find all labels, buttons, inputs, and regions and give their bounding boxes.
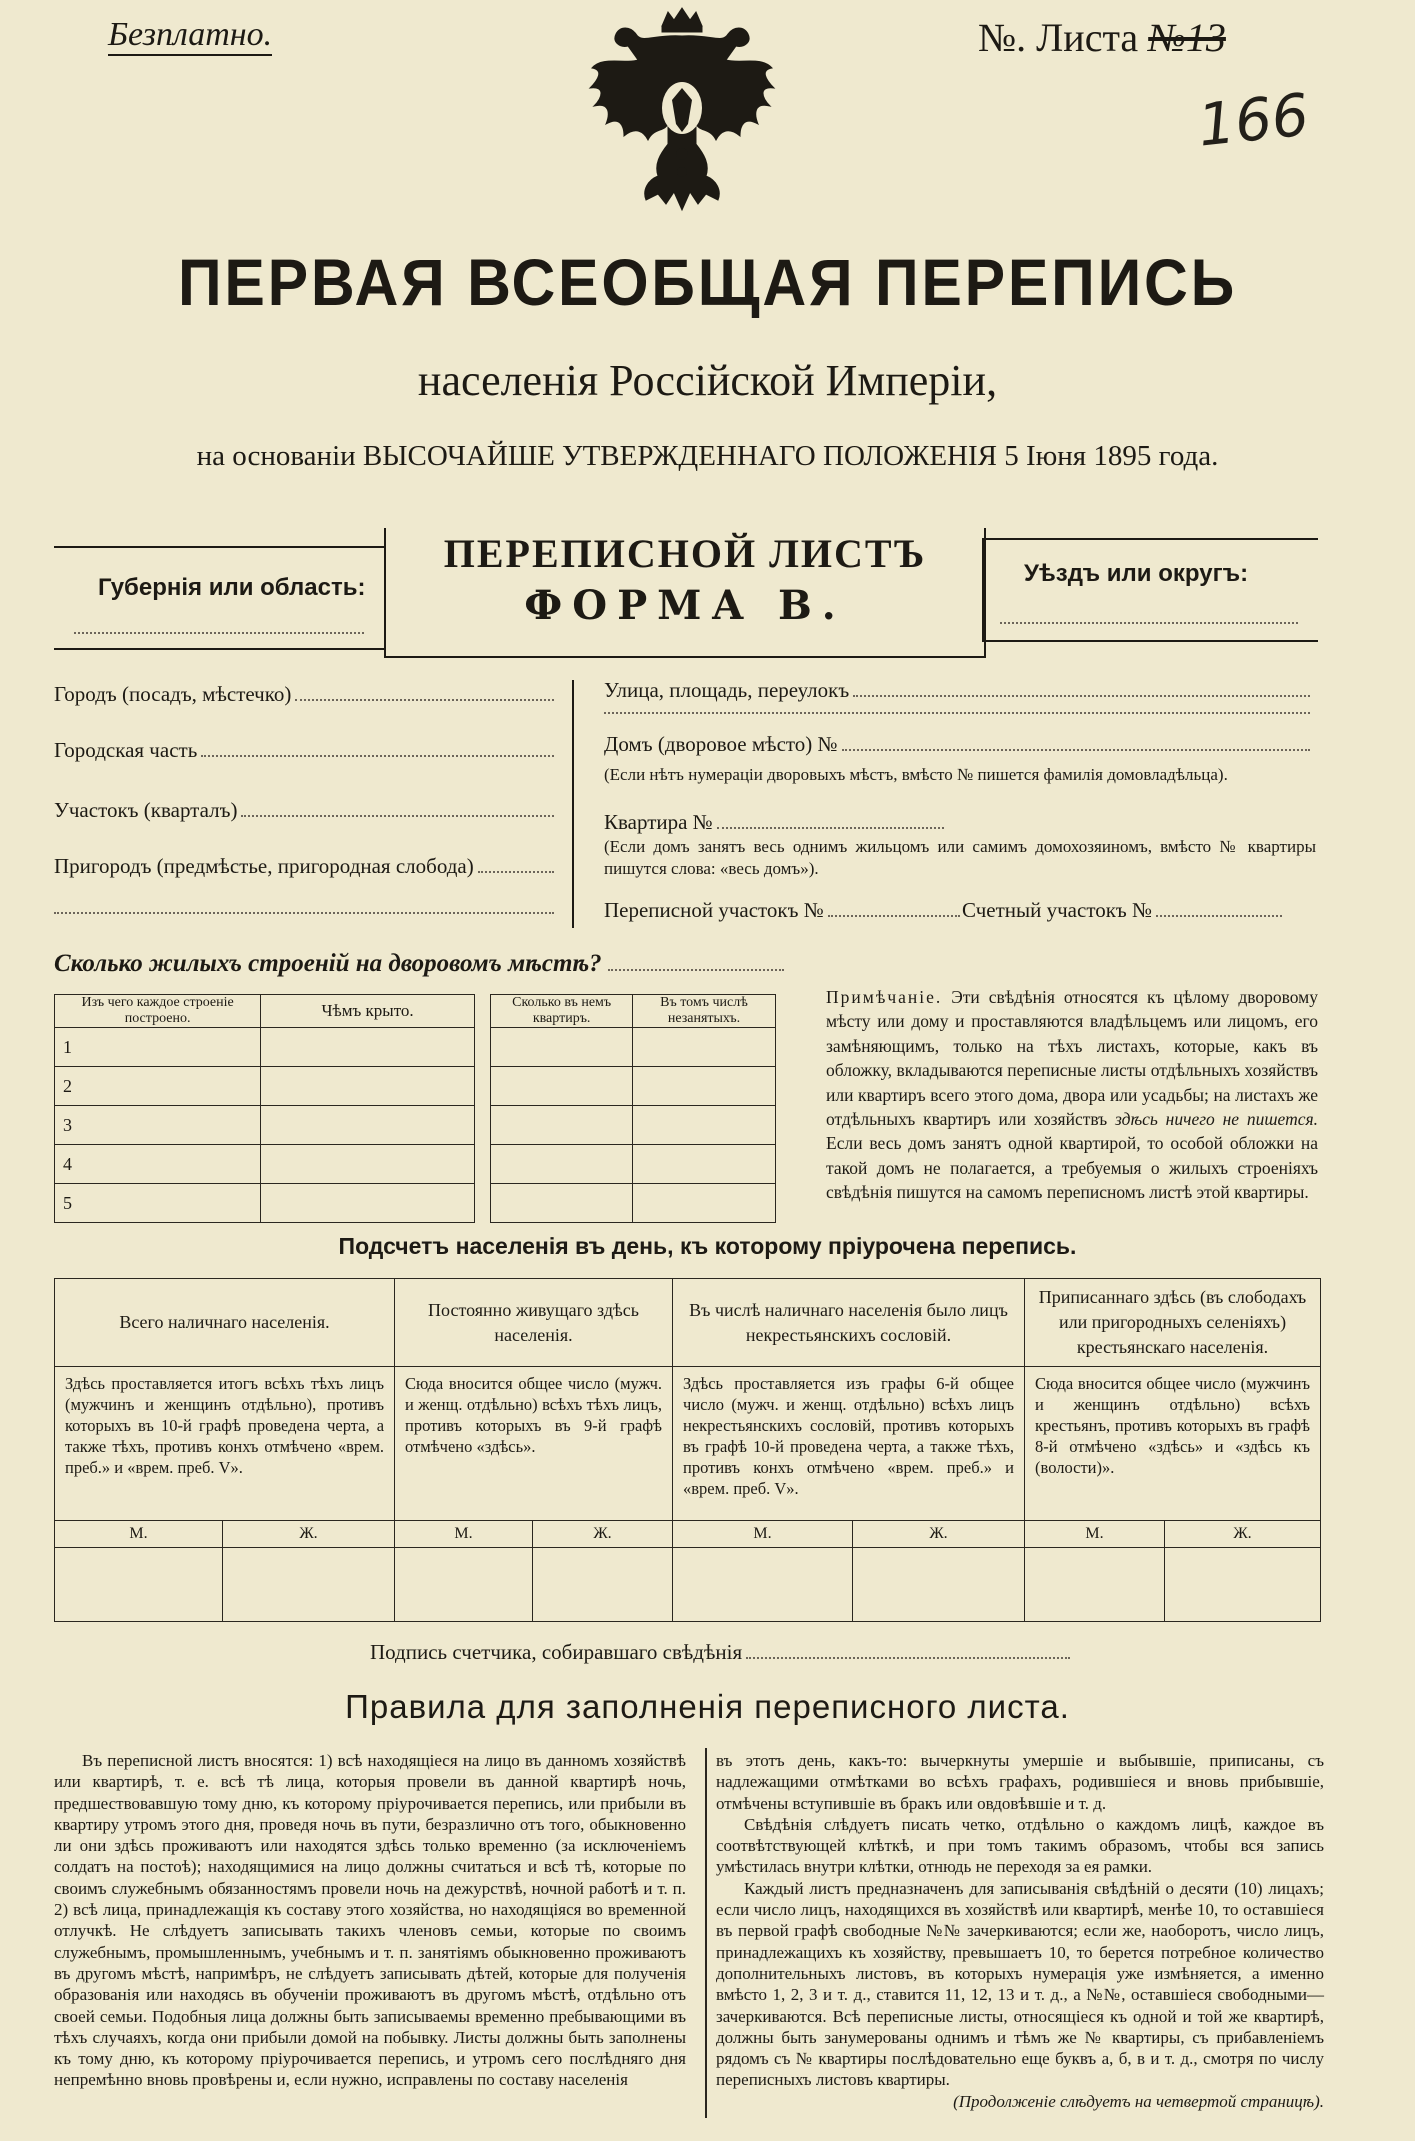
count-district-label: Счетный участокъ № bbox=[962, 898, 1153, 922]
pop-col-nonpeasant-header: Въ числѣ наличнаго населенія было лицъ некрестьянскихъ сословій. bbox=[673, 1279, 1025, 1367]
city-label: Городъ (посадъ, мѣстечко) bbox=[54, 682, 292, 706]
apartment-field[interactable] bbox=[604, 810, 944, 835]
pop-col-total-desc: Здѣсь проставляется итогъ всѣхъ тѣхъ лицъ (мужчинъ и женщинъ отдѣльно), противъ которыхъ въ 10-й графѣ проведена черта, а также тѣхъ, противъ конхъ отмѣчено «врем. преб.» и «врем. преб. V». bbox=[55, 1367, 395, 1520]
note-label: Примѣчаніе. bbox=[826, 987, 943, 1007]
female-label: Ж. bbox=[533, 1520, 673, 1547]
guberniya-input-line[interactable] bbox=[74, 632, 364, 634]
count-cell[interactable] bbox=[853, 1547, 1025, 1621]
female-label: Ж. bbox=[1165, 1520, 1321, 1547]
rules-right-text-2: Свѣдѣнія слѣдуетъ писать четко, отдѣльно о каждомъ лицѣ, каждое въ соотвѣтствующей клѣткѣ, и при томъ такимъ образомъ, чтобы вся запись умѣстилась внутри клѣтки, отнюдь не переходя за ея рамки. bbox=[716, 1814, 1324, 1877]
free-label: Безплатно. bbox=[108, 16, 272, 56]
guberniya-box bbox=[54, 546, 384, 650]
apartment-label: Квартира № bbox=[604, 810, 713, 834]
table-row[interactable]: 3 bbox=[55, 1106, 776, 1145]
rules-left-text: Въ переписной листъ вносятся: 1) всѣ находящіеся на лицо въ данномъ хозяйствѣ или квартирѣ, т. е. всѣ тѣ лица, которыя провели въ данной квартирѣ ночь, предшествовавшую тому дню, къ которому пріурочивается перепись, или прибыли въ квартиру утромъ этого дня, проведя ночь въ пути, безразлично отъ того, обыкновенно ли они здѣсь проживаютъ или находятся здѣсь только временно (за исключеніемъ солдатъ на постоѣ); находящимися на лицо должны считаться и всѣ тѣ, которые по своимъ служебнымъ обязанностямъ провели ночь на дежурствѣ, ночной работѣ и т. п. 2) всѣ лица, принадлежащія къ составу этого хозяйства, но находящіяся во временной отлучкѣ. Не слѣдуетъ записывать такихъ членовъ семьи, которые по своимъ служебнымъ, промышленнымъ, учебнымъ и т. п. занятіямъ обыкновенно проживаютъ въ другомъ мѣстѣ, напримѣръ, не слѣдуетъ записывать дѣтей, которые для полученія образованія или находясь въ обученіи проживаютъ въ другомъ мѣстѣ, отдѣльно отъ своей семьи. Подобныя лица должны быть записываемы временно пребывающими въ тѣхъ случаяхъ, когда они прибыли домой на побывку. Листы должны быть заполнены къ тому дню, къ которому пріурочивается перепись, и утромъ сего послѣдняго дня непремѣнно вновь провѣрены и, если нужно, исправлены по составу населенія bbox=[54, 1751, 686, 2090]
pop-col-nonpeasant-desc: Здѣсь проставляется изъ графы 6-й общее число (мужч. и женщ. отдѣльно) всѣхъ лицъ некрестьянскихъ сословій, противъ которыхъ въ графѣ 10-й проведена черта, а также тѣхъ, противъ конхъ отмѣчено «врем. преб.» и «врем. преб. V». bbox=[673, 1367, 1025, 1520]
sheet-title-box bbox=[384, 528, 986, 658]
district-field[interactable] bbox=[54, 798, 554, 823]
signature-field[interactable] bbox=[370, 1640, 1070, 1665]
col-roof: Чѣмъ крыто. bbox=[261, 995, 475, 1028]
guberniya-label: Губернія или область: bbox=[98, 574, 366, 601]
suburb-label: Пригородъ (предмѣстье, пригородная слобода) bbox=[54, 854, 474, 878]
house-field[interactable] bbox=[604, 732, 1310, 757]
legal-basis: на основаніи ВЫСОЧАЙШЕ УТВЕРЖДЕННАГО ПОЛОЖЕНІЯ 5 Іюня 1895 года. bbox=[196, 440, 1219, 472]
rules-right-text-3: Каждый листъ предназначенъ для записыванія свѣдѣній о десяти (10) лицахъ; если число лицъ, находящихся въ хозяйствѣ или квартирѣ, менѣе 10, то оставшіеся въ первой графѣ свободные №№ зачеркиваются; если же, наоборотъ, число лицъ, принадлежащихъ къ хозяйству, превышаетъ 10, то берется потребное количество дополнительныхъ листовъ, въ которыхъ нумерація уже измѣняется, а именно вмѣсто 1, 2, 3 и т. д., ставится 11, 12, 13 и т. д., а №№, оставшіеся свободными—зачеркиваются. Всѣ переписные листы, относящіеся къ одной и той же квартирѣ, должны быть занумерованы однимъ и тѣмъ же № квартиры, съ прибавленіемъ рядомъ съ № квартиры послѣдовательно еще буквъ а, б, в и т. д., смотря по числу переписныхъ листовъ квартиры. bbox=[716, 1878, 1324, 2090]
count-cell[interactable] bbox=[55, 1547, 223, 1621]
city-field[interactable] bbox=[54, 682, 554, 707]
buildings-table bbox=[54, 994, 776, 1223]
male-label: М. bbox=[673, 1520, 853, 1547]
count-district-field[interactable] bbox=[962, 898, 1282, 923]
note-text-2: Если весь домъ занятъ одной квартирой, то особой обложки на такой домъ не полагается, а требуемыя о жилыхъ строеніяхъ свѣдѣнія пишутся на самомъ переписномъ листѣ этой квартиры. bbox=[826, 1133, 1318, 1203]
table-row[interactable]: 4 bbox=[55, 1145, 776, 1184]
district-label: Участокъ (кварталъ) bbox=[54, 798, 238, 822]
count-cell[interactable] bbox=[1165, 1547, 1321, 1621]
rules-continued: (Продолженіе слѣдуетъ на четвертой страницѣ). bbox=[953, 2091, 1324, 2111]
buildings-question[interactable] bbox=[54, 950, 784, 978]
col-vacant: Въ томъ числѣ незанятыхъ. bbox=[632, 995, 775, 1028]
form-name: ФОРМА В. bbox=[524, 582, 846, 629]
rules-right-text-1: въ этотъ день, какъ-то: вычеркнуты умершіе и выбывшіе, приписаны, съ надлежащими отмѣтками во всѣхъ графахъ, родившіеся и вновь прибывшіе, отмѣчены вступившіе въ бракъ или овдовѣвшіе и т. д. bbox=[716, 1751, 1324, 1813]
pop-col-permanent-header: Постоянно живущаго здѣсь населенія. bbox=[395, 1279, 673, 1367]
sheet-number-crossed: №13 bbox=[1148, 15, 1226, 60]
main-title: ПЕРВАЯ ВСЕОБЩАЯ ПЕРЕПИСЬ bbox=[177, 245, 1237, 319]
double-headed-eagle-emblem bbox=[584, 4, 780, 220]
city-part-field[interactable] bbox=[54, 738, 554, 763]
col-apartments: Сколько въ немъ квартиръ. bbox=[491, 995, 633, 1028]
male-label: М. bbox=[55, 1520, 223, 1547]
subtitle: населенія Россійской Имперіи, bbox=[417, 356, 998, 405]
table-row[interactable]: 2 bbox=[55, 1067, 776, 1106]
form-header-row bbox=[54, 531, 1316, 656]
census-district-label: Переписной участокъ № bbox=[604, 898, 824, 922]
rules-left-column bbox=[54, 1750, 686, 2091]
population-title: Подсчетъ населенія въ день, къ которому пріурочена перепись. bbox=[338, 1233, 1077, 1259]
house-note: (Если нѣтъ нумераціи дворовыхъ мѣстъ, вмѣсто № пишется фамилія домовладѣльца). bbox=[604, 765, 1228, 784]
uezd-box bbox=[982, 538, 1318, 642]
female-label: Ж. bbox=[223, 1520, 395, 1547]
signature-label: Подпись счетчика, собиравшаго свѣдѣнія bbox=[370, 1640, 743, 1664]
street-extra-line[interactable] bbox=[604, 712, 1310, 714]
count-cell[interactable] bbox=[395, 1547, 533, 1621]
table-row[interactable]: 5 bbox=[55, 1184, 776, 1223]
suburb-field[interactable] bbox=[54, 854, 554, 879]
city-part-label: Городская часть bbox=[54, 738, 198, 762]
count-cell[interactable] bbox=[533, 1547, 673, 1621]
pop-col-total-header: Всего наличнаго населенія. bbox=[55, 1279, 395, 1367]
suburb-extra-line[interactable] bbox=[54, 912, 554, 914]
note-text: Эти свѣдѣнія относятся къ цѣлому дворовому мѣсту или дому и проставляются владѣльцемъ или лицомъ, его замѣняющимъ, только на тѣхъ листахъ, которые, какъ въ обложку, вкладываются переписные листы отдѣльныхъ хозяйствъ или квартиръ всего этого дома, двора или усадьбы; на листахъ же отдѣльныхъ квартиръ или хозяйствъ bbox=[826, 987, 1319, 1130]
buildings-note bbox=[826, 985, 1318, 1205]
house-label: Домъ (дворовое мѣсто) № bbox=[604, 732, 838, 756]
rules-title: Правила для заполненія переписного листа. bbox=[345, 1688, 1070, 1725]
male-label: М. bbox=[1025, 1520, 1165, 1547]
street-label: Улица, площадь, переулокъ bbox=[604, 678, 850, 702]
street-field[interactable] bbox=[604, 678, 1310, 703]
sheet-number bbox=[978, 14, 1226, 61]
pop-col-peasant-header: Приписаннаго здѣсь (въ слободахъ или пригородныхъ селеніяхъ) крестьянскаго населенія. bbox=[1025, 1279, 1321, 1367]
sheet-number-label: №. Листа bbox=[978, 15, 1139, 60]
uezd-input-line[interactable] bbox=[1000, 622, 1298, 624]
census-district-field[interactable] bbox=[604, 898, 960, 923]
male-label: М. bbox=[395, 1520, 533, 1547]
pop-col-permanent-desc: Сюда вносится общее число (мужч. и женщ. отдѣльно) всѣхъ тѣхъ лицъ, противъ которыхъ въ 9-й графѣ отмѣчено «здѣсь». bbox=[395, 1367, 673, 1520]
population-table bbox=[54, 1278, 1321, 1622]
address-divider bbox=[572, 680, 574, 928]
col-material: Изъ чего каждое строеніе построено. bbox=[55, 995, 261, 1028]
rules-right-column bbox=[716, 1750, 1324, 2112]
table-row[interactable]: 1 bbox=[55, 1028, 776, 1067]
sheet-title: ПЕРЕПИСНОЙ ЛИСТЪ bbox=[443, 531, 927, 576]
apartment-note: (Если домъ занятъ весь однимъ жильцомъ или самимъ домохозяиномъ, вмѣсто № квартиры пишутся слова: «весь домъ»). bbox=[604, 837, 1316, 878]
uezd-label: Уѣздъ или округъ: bbox=[1024, 560, 1249, 587]
rules-column-divider bbox=[705, 1748, 707, 2118]
note-italic: здѣсь ничего не пишется. bbox=[1115, 1109, 1318, 1130]
count-cell[interactable] bbox=[223, 1547, 395, 1621]
count-cell[interactable] bbox=[1025, 1547, 1165, 1621]
handwritten-number: 166 bbox=[1194, 80, 1312, 160]
buildings-question-label: Сколько жилыхъ строеній на дворовомъ мѣстѣ? bbox=[54, 950, 602, 977]
count-cell[interactable] bbox=[673, 1547, 853, 1621]
female-label: Ж. bbox=[853, 1520, 1025, 1547]
pop-col-peasant-desc: Сюда вносится общее число (мужчинъ и женщинъ отдѣльно) всѣхъ крестьянъ, противъ которыхъ въ графѣ 8-й отмѣчено «здѣсь» и «здѣсь къ (волости)». bbox=[1025, 1367, 1321, 1520]
